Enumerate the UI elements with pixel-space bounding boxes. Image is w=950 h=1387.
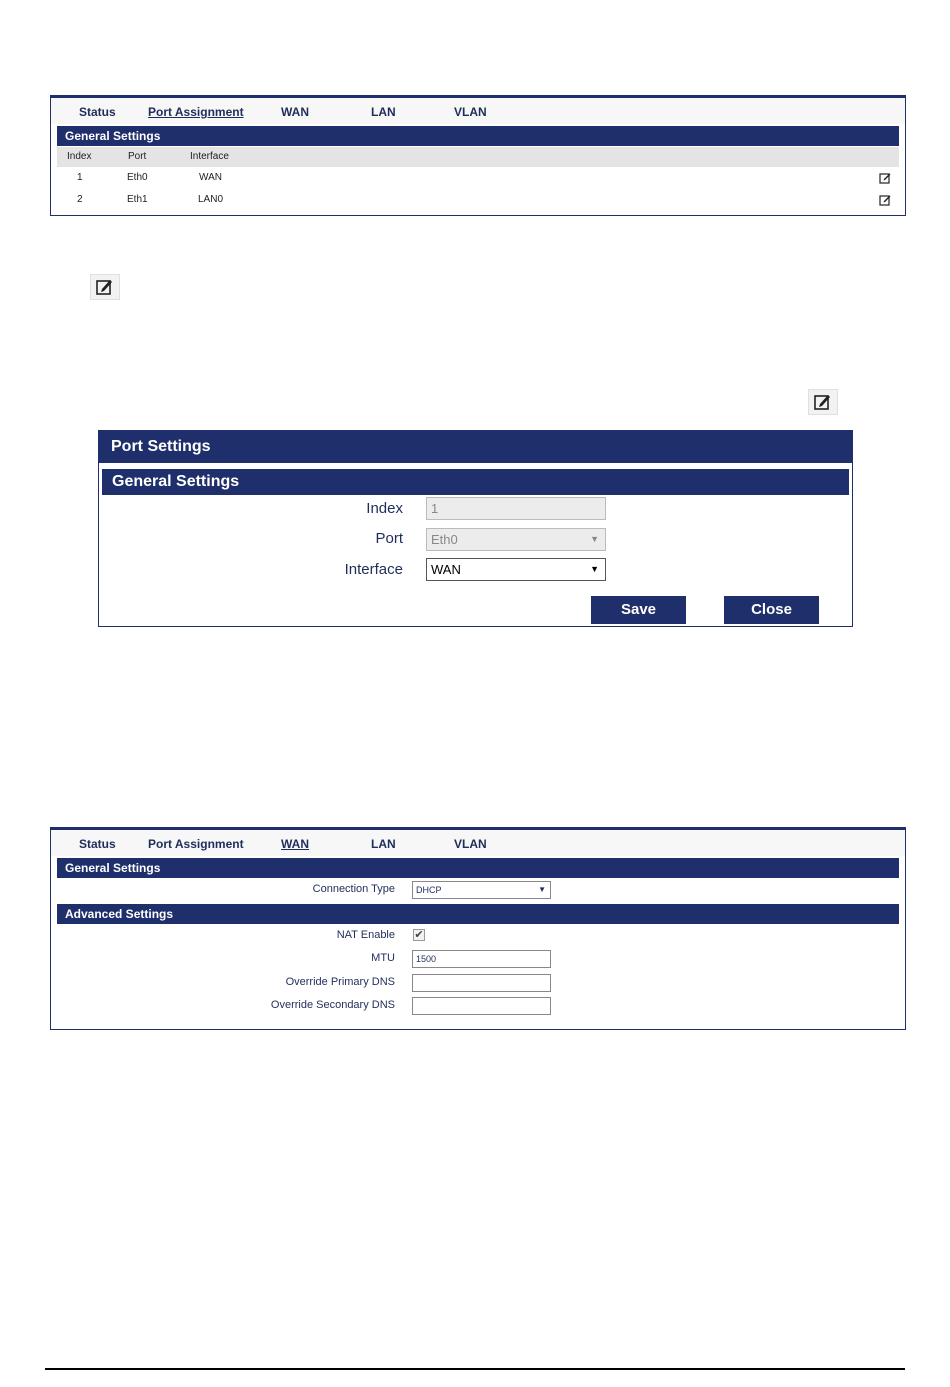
connection-type-select[interactable] — [412, 881, 551, 899]
footer-divider — [45, 1368, 905, 1370]
general-settings-header: General Settings — [102, 469, 849, 495]
tab-lan[interactable]: LAN — [371, 837, 396, 851]
tab-status[interactable]: Status — [79, 105, 116, 119]
port-assignment-panel — [50, 95, 906, 216]
secondary-dns-label: Override Secondary DNS — [270, 999, 395, 1011]
row-interface: LAN0 — [198, 194, 224, 205]
tab-port-assignment[interactable]: Port Assignment — [148, 837, 244, 851]
interface-select[interactable] — [426, 558, 606, 581]
general-settings-header: General Settings — [57, 858, 899, 878]
row-index: 2 — [77, 194, 83, 205]
chevron-down-icon: ▼ — [538, 885, 546, 894]
table-row — [57, 168, 899, 190]
tab-bar — [51, 98, 905, 124]
mtu-value: 1500 — [416, 954, 437, 964]
port-value: Eth0 — [431, 532, 458, 547]
port-label: Port — [375, 530, 403, 547]
secondary-dns-input[interactable] — [412, 997, 551, 1015]
tab-lan[interactable]: LAN — [371, 105, 396, 119]
column-port: Port — [128, 151, 147, 162]
close-button[interactable]: Close — [724, 596, 819, 624]
connection-type-value: DHCP — [416, 885, 442, 895]
column-interface: Interface — [190, 151, 229, 162]
row-interface: WAN — [199, 172, 222, 183]
edit-icon — [90, 274, 120, 300]
tab-bar — [51, 830, 905, 856]
index-value: 1 — [431, 501, 439, 516]
wan-panel — [50, 827, 906, 1030]
tab-vlan[interactable]: VLAN — [454, 837, 487, 851]
primary-dns-input[interactable] — [412, 974, 551, 992]
dialog-title: Port Settings — [99, 431, 852, 463]
tab-port-assignment[interactable]: Port Assignment — [148, 105, 244, 119]
interface-label: Interface — [344, 561, 403, 578]
edit-icon[interactable] — [879, 194, 891, 206]
interface-value: WAN — [431, 562, 461, 577]
tab-wan[interactable]: WAN — [281, 105, 309, 119]
connection-type-label: Connection Type — [312, 883, 395, 895]
table-header — [57, 147, 899, 167]
chevron-down-icon: ▼ — [590, 564, 599, 574]
row-port: Eth1 — [127, 194, 148, 205]
row-index: 1 — [77, 172, 83, 183]
column-index: Index — [67, 151, 92, 162]
nat-enable-label: NAT Enable — [336, 929, 395, 941]
edit-icon[interactable] — [879, 172, 891, 184]
port-settings-dialog — [98, 430, 853, 627]
row-port: Eth0 — [127, 172, 148, 183]
primary-dns-label: Override Primary DNS — [285, 976, 395, 988]
save-button[interactable]: Save — [591, 596, 686, 624]
mtu-input[interactable] — [412, 950, 551, 968]
table-row — [57, 190, 899, 212]
port-select — [426, 528, 606, 551]
tab-wan[interactable]: WAN — [281, 837, 309, 851]
index-label: Index — [366, 500, 403, 517]
mtu-label: MTU — [371, 952, 395, 964]
nat-enable-checkbox[interactable] — [413, 929, 425, 941]
tab-status[interactable]: Status — [79, 837, 116, 851]
general-settings-header: General Settings — [57, 126, 899, 146]
tab-vlan[interactable]: VLAN — [454, 105, 487, 119]
chevron-down-icon: ▼ — [590, 534, 599, 544]
advanced-settings-header: Advanced Settings — [57, 904, 899, 924]
index-field — [426, 497, 606, 520]
checkmark-icon: ✔ — [414, 929, 424, 941]
edit-icon — [808, 389, 838, 415]
